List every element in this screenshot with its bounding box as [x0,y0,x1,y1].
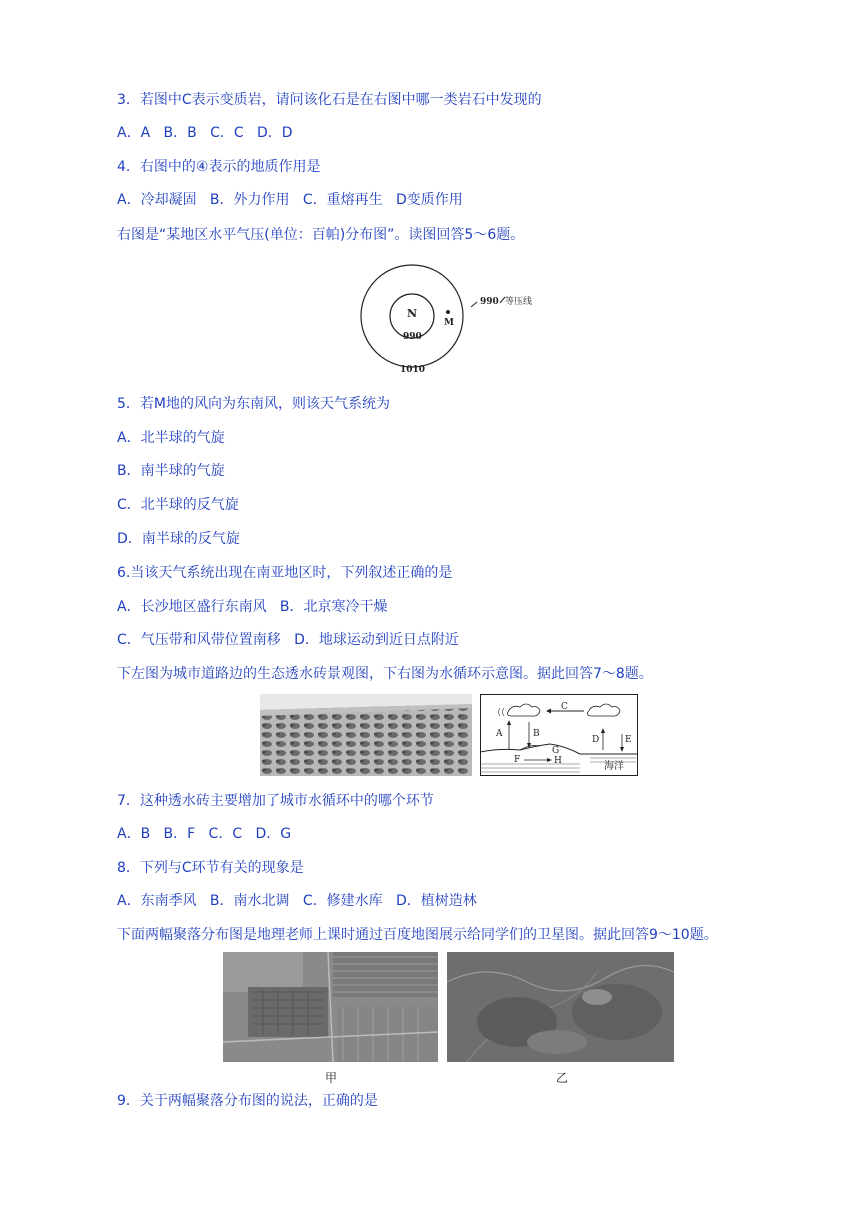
svg-text:E: E [625,735,632,745]
legend-leader-line [471,302,477,307]
q8-options: A．东南季风 B．南水北调 C．修建水库 D．植树造林 [117,893,477,909]
permeable-brick-photo [260,694,472,776]
svg-text:F: F [514,755,521,765]
satellite-image-yi [447,952,674,1062]
svg-text:D: D [592,735,600,745]
legend-text: 等压线 [505,297,533,307]
q5-option-d: D．南半球的反气旋 [117,531,240,547]
pressure-distribution-figure [355,262,555,377]
svg-text:B: B [533,729,540,739]
svg-text:H: H [554,756,562,766]
inner-isobar-value: 990 [403,332,422,342]
point-label-m: M [444,318,454,328]
q3-options: A．A B．B C．C D．D [117,125,293,141]
outer-isobar-value: 1010 [400,365,426,375]
intro-5-6: 右图是“某地区水平气压(单位：百帕)分布图”。读图回答5～6题。 [117,227,525,243]
q6-options-line1: A．长沙地区盛行东南风 B．北京寒冷干燥 [117,599,388,615]
intro-7-8: 下左图为城市道路边的生态透水砖景观图，下右图为水循环示意图。据此回答7～8题。 [117,666,653,682]
q4-stem: 4．右图中的④表示的地质作用是 [117,159,321,175]
caption-jia: 甲 [325,1071,338,1085]
svg-text:G: G [552,746,560,756]
intro-9-10: 下面两幅聚落分布图是地理老师上课时通过百度地图展示给同学们的卫星图。据此回答9～10题。 [117,927,718,943]
q5-option-c: C．北半球的反气旋 [117,497,239,513]
svg-text:C: C [561,702,568,712]
q9-stem: 9．关于两幅聚落分布图的说法，正确的是 [117,1093,378,1109]
center-label-n: N [407,307,418,320]
q3-stem: 3．若图中C表示变质岩，请问该化石是在右图中哪一类岩石中发现的 [117,92,542,108]
q7-stem: 7．这种透水砖主要增加了城市水循环中的哪个环节 [117,793,434,809]
q7-options: A．B B．F C．C D．G [117,826,292,842]
point-m-dot [446,310,450,314]
q6-options-line2: C．气压带和风带位置南移 D．地球运动到近日点附近 [117,632,459,648]
legend-value: 990 [480,297,499,307]
q6-stem: 6.当该天气系统出现在南亚地区时，下列叙述正确的是 [117,565,453,581]
q5-option-b: B．南半球的气旋 [117,463,225,479]
q8-stem: 8．下列与C环节有关的现象是 [117,860,304,876]
caption-yi: 乙 [556,1071,569,1085]
q5-option-a: A．北半球的气旋 [117,430,225,446]
satellite-image-jia [223,952,438,1062]
q4-options: A．冷却凝固 B．外力作用 C．重熔再生 D变质作用 [117,192,463,208]
svg-text:A: A [496,729,503,739]
q5-stem: 5．若M地的风向为东南风，则该天气系统为 [117,396,390,412]
water-cycle-diagram [480,694,638,776]
svg-text:海洋: 海洋 [604,761,624,772]
